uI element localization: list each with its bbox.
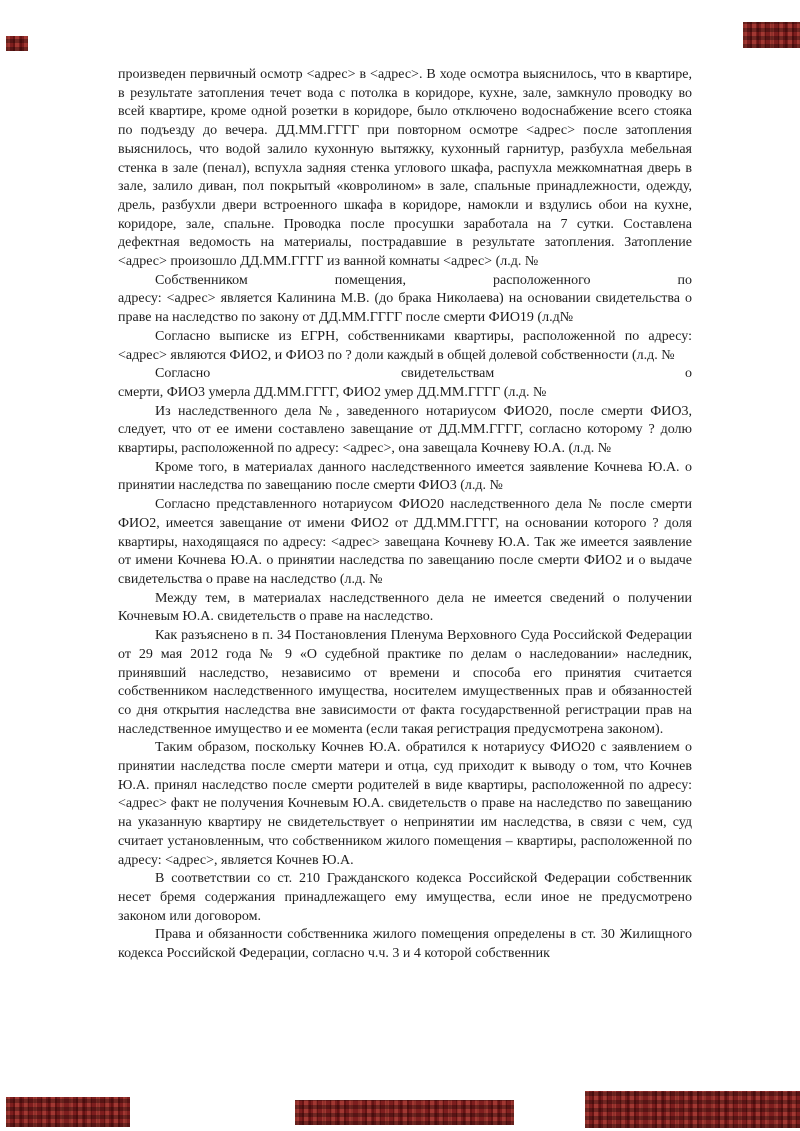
redaction-glitch-top-right <box>743 22 800 48</box>
paragraph-text: Права и обязанности собственника жилого помещения определены в ст. 30 Жилищного кодекса Российской Федерации, согласно ч.ч. 3 и 4 которой собственник <box>118 927 692 962</box>
paragraph-text: В соответствии со ст. 210 Гражданского кодекса Российской Федерации собственник несет бремя содержания принадлежащего ему имущества, если иное не предусмотрено законом или договором. <box>118 871 692 924</box>
redaction-glitch-bottom-right <box>585 1091 800 1128</box>
paragraph-text: Согласно представленного нотариусом ФИО20 наследственного дела № после смерти ФИО2, имеется завещание от имени ФИО2 от ДД.ММ.ГГГГ, на основании которого ? доля квартиры, находящаяся по адресу: <адрес> завещана Кочневу Ю.А. Так же имеется заявление от имени Кочнева Ю.А. о принятии наследства по завещанию после смерти ФИО2 и о выдаче свидетельства о праве на наследство (л.д. № <box>118 497 692 587</box>
paragraph-text: адресу: <адрес> является Калинина М.В. (до брака Николаева) на основании свидетельства о праве на наследство по закону от ДД.ММ.ГГГГ после смерти ФИО19 (л.д№ <box>118 291 692 326</box>
paragraph <box>118 66 692 272</box>
justified-forced-line: Собственником помещения, расположенного по <box>155 272 692 288</box>
paragraph <box>118 496 692 590</box>
paragraph-text: Согласно выписке из ЕГРН, собственниками квартиры, расположенной по адресу: <адрес> являются ФИО2, и ФИО3 по ? доли каждый в общей долевой собственности (л.д. № <box>118 328 692 363</box>
document-body <box>118 66 692 964</box>
paragraph-text: Из наследственного дела №, заведенного нотариусом ФИО20, после смерти ФИО3, следует, что от ее имени составлено завещание от ДД.ММ.ГГГГ, согласно которому ? долю квартиры, расположенной по адресу: <адрес>, она завещала Кочневу Ю.А. (л.д. № <box>118 403 692 457</box>
paragraph <box>118 459 692 496</box>
paragraph-text: произведен первичный осмотр <адрес> в <адрес>. В ходе осмотра выяснилось, что в квартире, в результате затопления течет вода с потолка в коридоре, кухне, зале, замкнуло проводку во всей квартире, кроме одной розетки в коридоре, было отключено водоснабжение всего стояка по подъезду до вечера. ДД.ММ.ГГГГ при повторном осмотре <адрес> после затопления выяснилось, что водой залило кухонную вытяжку, кухонный гарнитур, разбухла мебельная стенка в зале (пенал), вспухла задняя стенка углового шкафа, распухла межкомнатная дверь в зале, залило диван, пол покрытый «ковролином» в зале, спальные принадлежности, одежду, дрель, разбухли двери встроенного шкафа в коридоре, намокли и вздулись обои на кухне, коридоре, зале, спальне. Проводка после просушки заработала на 7 сутки. Составлена дефектная ведомость на материалы, пострадавшие в результате затопления. Затопление <адрес> произошло ДД.ММ.ГГГГ из ванной комнаты <адрес> (л.д. № <box>118 67 692 270</box>
redaction-glitch-bottom-left <box>6 1097 130 1127</box>
paragraph <box>118 365 692 402</box>
redaction-glitch-top-left <box>6 36 28 51</box>
paragraph <box>118 627 692 739</box>
paragraph-text: Как разъяснено в п. 34 Постановления Пленума Верховного Суда Российской Федерации от 29 мая 2012 года № 9 «О судебной практике по делам о наследовании» наследник, принявший наследство, независимо от времени и способа его принятия считается собственником наследственного имущества, носителем имущественных прав и обязанностей со дня открытия наследства вне зависимости от факта государственной регистрации прав на наследственное имущество и ее момента (если такая регистрация предусмотрена законом). <box>118 628 692 737</box>
paragraph-text: Между тем, в материалах наследственного дела не имеется сведений о получении Кочневым Ю.А. свидетельств о праве на наследство. <box>118 590 692 625</box>
paragraph <box>118 328 692 365</box>
paragraph <box>118 272 692 328</box>
paragraph-text: Таким образом, поскольку Кочнев Ю.А. обратился к нотариусу ФИО20 с заявлением о принятии наследства после смерти матери и отца, суд приходит к выводу о том, что Кочнев Ю.А. принял наследство после смерти родителей в виде квартиры, расположенной по адресу: <адрес> факт не получения Кочневым Ю.А. свидетельств о праве на наследство по завещанию на указанную квартиру не свидетельствует о непринятии им наследства, в связи с чем, суд считает установленным, что собственником жилого помещения – квартиры, расположенной по адресу: <адрес>, является Кочнев Ю.А. <box>118 740 692 868</box>
paragraph <box>118 739 692 870</box>
redaction-glitch-bottom-center <box>295 1100 514 1125</box>
paragraph <box>118 403 692 459</box>
justified-forced-line: Согласно свидетельствам о <box>155 366 692 382</box>
paragraph-text: Кроме того, в материалах данного наследственного имеется заявление Кочнева Ю.А. о принятии наследства по завещанию после смерти ФИО3 (л.д. № <box>118 459 692 494</box>
paragraph <box>118 870 692 926</box>
paragraph-text: смерти, ФИО3 умерла ДД.ММ.ГГГГ, ФИО2 умер ДД.ММ.ГГГГ (л.д. № <box>118 384 547 400</box>
paragraph <box>118 590 692 627</box>
paragraph <box>118 926 692 963</box>
